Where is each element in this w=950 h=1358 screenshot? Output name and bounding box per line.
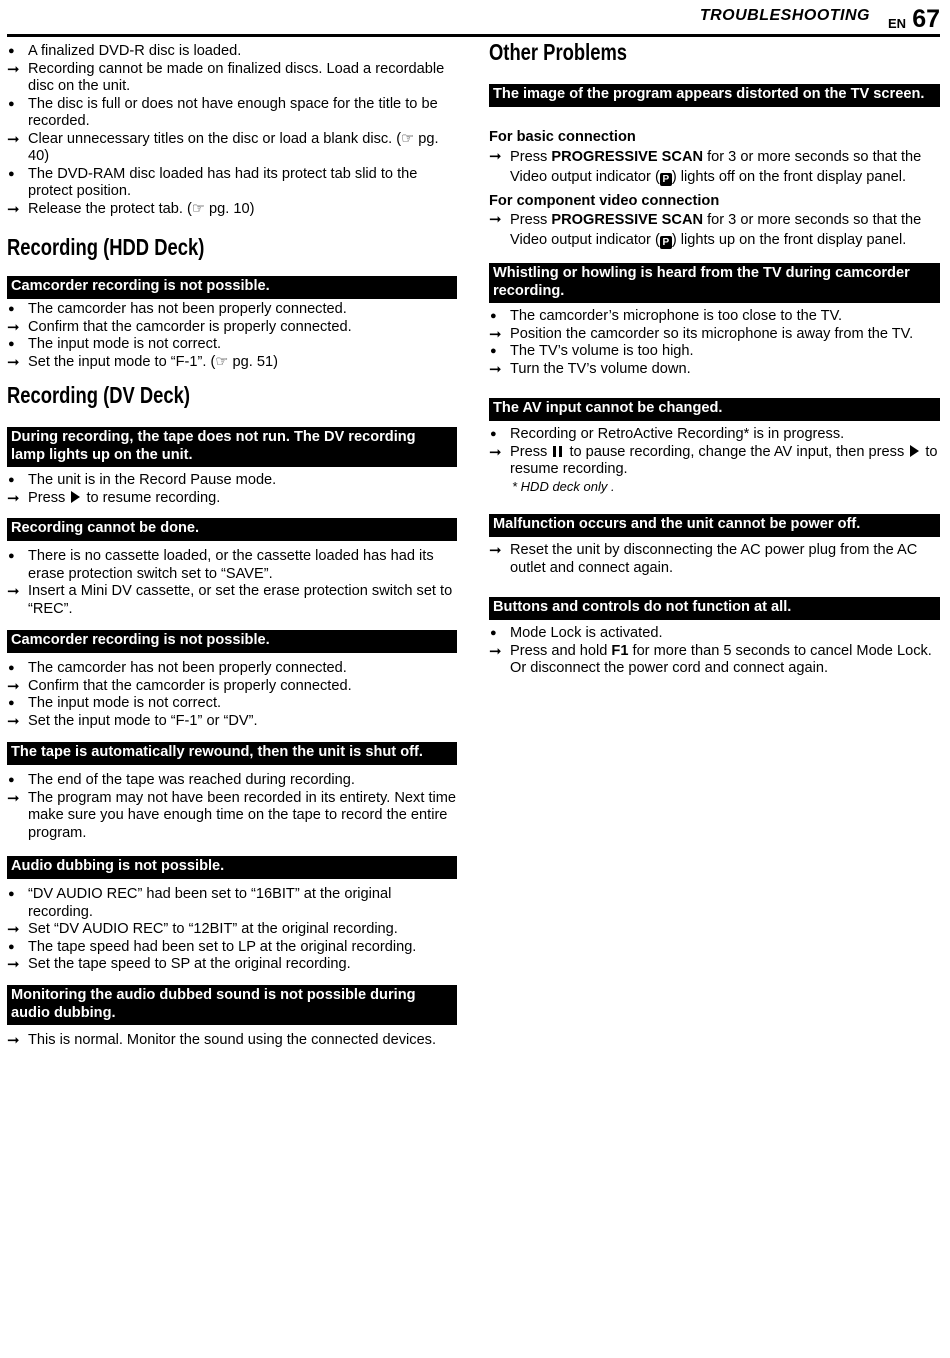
list-item [489, 326, 940, 344]
list-item: ➞ Reset the unit by disconnecting the AC power plug from the AC outlet and connect again. [489, 542, 918, 576]
distorted-image-body [489, 129, 940, 250]
other-problems-title: Other Problems [489, 39, 628, 65]
list-item-text: The camcorder has not been properly connected. [28, 301, 347, 317]
bullet-icon: ● [8, 303, 15, 315]
bullet-icon: ● [8, 167, 15, 180]
list-item [7, 695, 457, 713]
list-item-text: Set “DV AUDIO REC” to “12BIT” at the original recording. [28, 921, 398, 937]
language-label: EN [887, 16, 906, 31]
list-item-text: Clear unnecessary titles on the disc or load a blank disc. (☞ pg. 40) [28, 130, 439, 164]
progressive-indicator-icon: P [660, 173, 672, 186]
bullet-icon: ● [8, 45, 15, 57]
list-item-text: “DV AUDIO REC” had been set to “16BIT” at the original recording. [28, 886, 392, 920]
dv-monitor-heading: Monitoring the audio dubbed sound is not possible during audio dubbing. [7, 985, 457, 1025]
list-item: ● The unit is in the Record Pause mode. [8, 472, 277, 488]
list-item-text: The DVD-RAM disc loaded has had its protect tab slid to the protect position. [28, 165, 418, 199]
dv-tape-not-run-list [7, 472, 457, 507]
page-number: 67 [912, 5, 940, 33]
section-name: TROUBLESHOOTING [699, 7, 870, 24]
dv-monitor-list [7, 1032, 457, 1050]
distorted-image-heading: The image of the program appears distorted on the TV screen. [489, 84, 940, 107]
dv-cannot-record-list [7, 548, 457, 618]
list-item-text: The program may not have been recorded in its entirety. Next time make sure you have enough time on the tape to record the entire program. [28, 789, 457, 841]
bullet-icon: ● [8, 338, 15, 350]
whistling-heading: Whistling or howling is heard from the TV during camcorder recording. [489, 263, 940, 303]
malfunction-list [489, 542, 940, 577]
list-item [7, 43, 457, 61]
hdd-issue-list [7, 301, 457, 371]
arrow-icon: ➞ [489, 325, 502, 343]
whistling-list [489, 308, 940, 378]
list-item-text: Set the tape speed to SP at the original recording. [28, 956, 351, 972]
list-item [7, 354, 457, 372]
list-item-text: Confirm that the camcorder is properly connected. [28, 677, 352, 694]
arrow-icon: ➞ [7, 318, 20, 336]
progressive-indicator-icon: P [660, 236, 672, 249]
list-item-text: The disc is full or does not have enough space for the title to be recorded. [28, 95, 438, 129]
list-item [7, 921, 457, 939]
dv-cannot-record-heading: Recording cannot be done. [7, 518, 457, 541]
list-item: ➞ Press and hold F1 for more than 5 seconds to cancel Mode Lock. Or disconnect the power cord and connect again. [489, 642, 932, 676]
list-item [7, 790, 457, 843]
av-input-list [489, 426, 940, 494]
list-item [489, 343, 940, 361]
list-item-text: The camcorder’s microphone is too close to the TV. [510, 308, 843, 324]
component-connection-subheading: For component video connection [489, 192, 720, 209]
page-header [7, 4, 940, 37]
list-item-text: The end of the tape was reached during recording. [28, 772, 355, 788]
list-item: ➞ Press to pause recording, change the AV input, then press to resume recording. [489, 443, 938, 477]
footnote: * HDD deck only . [512, 478, 615, 494]
arrow-icon: ➞ [7, 956, 20, 973]
list-item [7, 319, 457, 337]
arrow-icon: ➞ [7, 712, 20, 730]
dv-rewound-heading: The tape is automatically rewound, then the unit is shut off. [7, 742, 457, 765]
list-item [7, 131, 457, 166]
hdd-section-title: Recording (HDD Deck) [7, 234, 205, 260]
list-item-text: The TV’s volume is too high. [510, 343, 694, 359]
dv-camcorder-heading: Camcorder recording is not possible. [7, 630, 457, 653]
arrow-icon: ➞ [7, 583, 20, 600]
play-icon [910, 445, 919, 457]
list-item: ➞ Press PROGRESSIVE SCAN for 3 or more seconds so that the Video output indicator ( P ) lights off on the front display panel. [489, 147, 922, 185]
list-item-text: Insert a Mini DV cassette, or set the erase protection switch set to “REC”. [28, 583, 453, 617]
list-item-text: Set the input mode to “F-1”. (☞ pg. 51) [28, 353, 278, 370]
list-item-text: Set the input mode to “F-1” or “DV”. [28, 712, 258, 729]
list-item: ➞ This is normal. Monitor the sound using the connected devices. [7, 1032, 437, 1049]
arrow-icon: ➞ [7, 200, 20, 218]
list-item [489, 361, 940, 379]
play-icon [71, 491, 80, 503]
list-item: ● Recording or RetroActive Recording* is in progress. [490, 426, 845, 442]
list-item [7, 713, 457, 731]
arrow-icon: ➞ [7, 789, 20, 807]
list-item-text: Confirm that the camcorder is properly connected. [28, 318, 352, 335]
dv-camcorder-list [7, 660, 457, 730]
list-item [7, 201, 457, 219]
arrow-icon: ➞ [7, 353, 20, 371]
av-input-heading: The AV input cannot be changed. [489, 398, 940, 421]
list-item: ● Mode Lock is activated. [490, 625, 663, 641]
list-item-text: A finalized DVD-R disc is loaded. [28, 43, 242, 59]
hdd-issue-heading: Camcorder recording is not possible. [7, 276, 457, 299]
bullet-icon: ● [8, 662, 15, 674]
list-item [7, 301, 457, 319]
list-item [7, 61, 457, 96]
buttons-list [489, 625, 940, 678]
dv-tape-not-run-heading: During recording, the tape does not run. The DV recording lamp lights up on the unit. [7, 427, 457, 467]
list-item-text: Recording cannot be made on finalized discs. Load a recordable disc on the unit. [28, 60, 445, 94]
list-item [7, 548, 457, 583]
list-item-text: The input mode is not correct. [28, 695, 222, 711]
bullet-icon: ● [8, 940, 15, 953]
arrow-icon: ➞ [7, 677, 20, 695]
arrow-icon: ➞ [489, 360, 502, 378]
bullet-icon: ● [490, 345, 497, 357]
list-item [7, 956, 457, 974]
arrow-icon: ➞ [7, 130, 20, 148]
buttons-heading: Buttons and controls do not function at all. [489, 597, 940, 620]
dv-section-title: Recording (DV Deck) [7, 382, 191, 408]
list-item [7, 678, 457, 696]
bullet-icon: ● [8, 888, 15, 900]
list-item-text: Turn the TV’s volume down. [510, 360, 691, 377]
list-item-text: The tape speed had been set to LP at the original recording. [28, 938, 417, 955]
list-item: ➞ Press PROGRESSIVE SCAN for 3 or more seconds so that the Video output indicator ( P ) lights up on the front display panel. [489, 211, 922, 248]
list-item-text: The input mode is not correct. [28, 336, 222, 352]
bullet-icon: ● [8, 550, 15, 562]
list-item [7, 166, 457, 201]
bullet-icon: ● [8, 97, 15, 110]
malfunction-heading: Malfunction occurs and the unit cannot be power off. [489, 514, 940, 537]
list-item [7, 583, 457, 618]
list-item-text: There is no cassette loaded, or the cassette loaded has had its erase protection switch set to “SAVE”. [28, 548, 434, 582]
dv-audio-dub-heading: Audio dubbing is not possible. [7, 856, 457, 879]
list-item [7, 96, 457, 131]
list-item [489, 308, 940, 326]
bullet-icon: ● [490, 310, 497, 322]
list-item [7, 660, 457, 678]
list-item [7, 772, 457, 790]
arrow-icon: ➞ [7, 60, 20, 78]
intro-list [7, 43, 457, 218]
list-item [7, 939, 457, 957]
list-item: ➞ Press to resume recording. [7, 489, 221, 507]
list-item-text: Release the protect tab. (☞ pg. 10) [28, 200, 255, 217]
basic-connection-subheading: For basic connection [489, 129, 636, 145]
list-item-text: Position the camcorder so its microphone is away from the TV. [510, 325, 914, 342]
bullet-icon: ● [8, 774, 15, 786]
list-item [7, 886, 457, 921]
arrow-icon: ➞ [7, 921, 20, 938]
list-item [7, 336, 457, 354]
dv-rewound-list [7, 772, 457, 842]
pause-icon [553, 446, 562, 457]
list-item-text: The camcorder has not been properly connected. [28, 660, 347, 676]
bullet-icon: ● [8, 697, 15, 709]
dv-audio-dub-list [7, 886, 457, 974]
